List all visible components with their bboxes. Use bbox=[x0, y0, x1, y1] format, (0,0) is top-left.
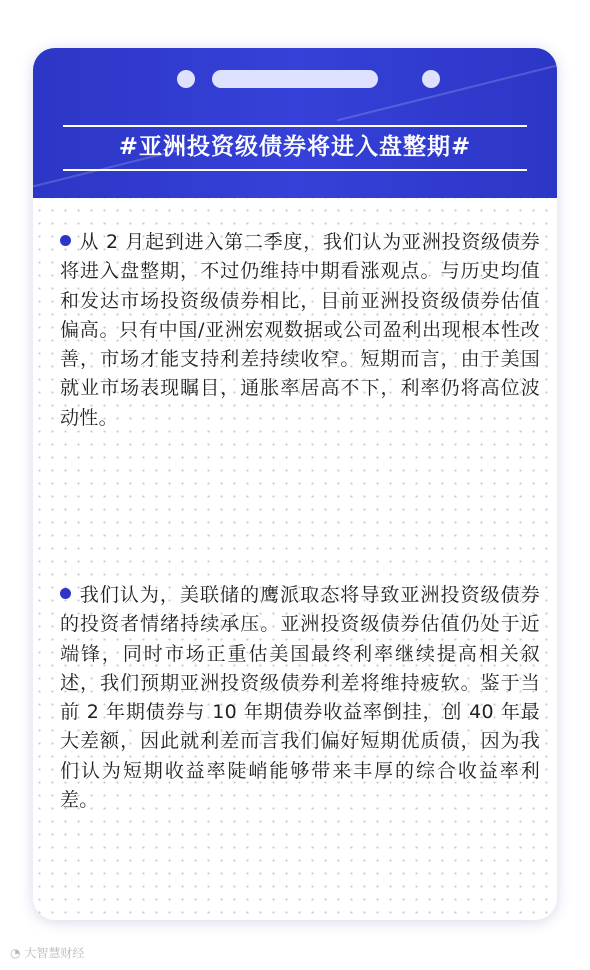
paragraph-1-text: 从 2 月起到进入第二季度，我们认为亚洲投资级债券将进入盘整期，不过仍维持中期看涨观点。与历史均值和发达市场投资级债券相比，目前亚洲投资级债券估值偏高。只有中国/亚洲宏观数据或公司盈利出现根本性改善，市场才能支持利差持续收窄。短期而言，由于美国就业市场表现瞩目，通胀率居高不下，利率仍将高位波动性。 bbox=[60, 231, 540, 429]
header-slot-pill bbox=[212, 70, 378, 88]
watermark-icon: ◔ bbox=[10, 946, 21, 960]
paragraph-2 bbox=[60, 581, 540, 815]
page-title: #亚洲投资级债券将进入盘整期# bbox=[118, 134, 472, 160]
paragraph-2-text: 我们认为，美联储的鹰派取态将导致亚洲投资级债券的投资者情绪持续承压。亚洲投资级债券估值仍处于近端锋，同时市场正重估美国最终利率继续提高相关叙述，我们预期亚洲投资级债券利差将维持疲软。鉴于当前 2 年期债券与 10 年期债券收益率倒挂，创 40 年最大差额，因此就利差而言我们偏好短期优质债，因为我们认为短期收益率陡峭能够带来丰厚的综合收益率利差。 bbox=[60, 584, 540, 812]
header-dot-left bbox=[177, 70, 195, 88]
watermark-logo bbox=[10, 944, 84, 961]
title-rule-top bbox=[63, 125, 527, 127]
paragraph-1 bbox=[60, 228, 540, 433]
decor-streak bbox=[337, 57, 557, 122]
watermark-text: 大智慧财经 bbox=[24, 946, 85, 960]
card-header bbox=[33, 48, 557, 198]
title-rule-bottom bbox=[63, 169, 527, 171]
header-dot-right bbox=[422, 70, 440, 88]
article-card bbox=[33, 48, 557, 920]
bullet-icon bbox=[60, 235, 71, 246]
bullet-icon bbox=[60, 588, 71, 599]
